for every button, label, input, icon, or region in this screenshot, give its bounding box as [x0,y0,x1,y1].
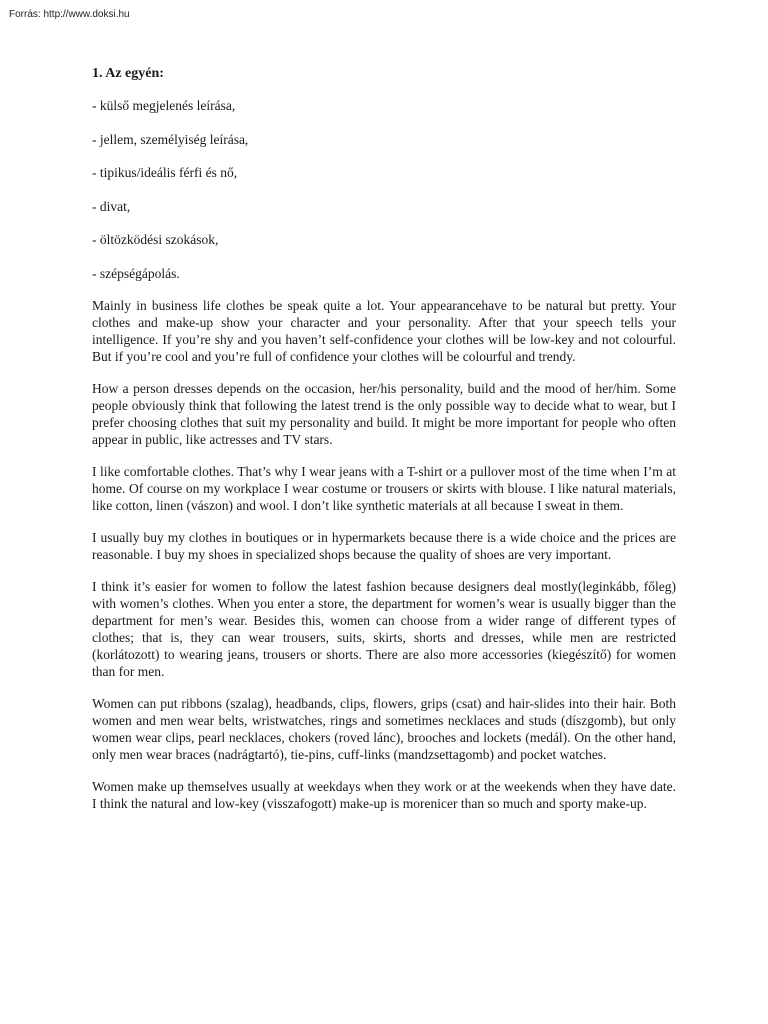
paragraph-shopping: I usually buy my clothes in boutiques or in hypermarkets because there is a wide choice and the prices are reasonable. I buy my shoes in specialized shops because the quality of shoes are very important. [92,529,676,562]
paragraph-dressing: How a person dresses depends on the occasion, her/his personality, build and the mood of her/him. Some people obviously think that following the latest trend is the only possible way to decide what to wear, but I prefer choosing clothes that suit my personality and build. It might be more important for people who often appear in public, like actresses and TV stars. [92,380,676,447]
paragraph-appearance: Mainly in business life clothes be speak quite a lot. Your appearancehave to be natural but pretty. Your clothes and make-up show your character and your personality. After that your speech tells your intelligence. If you’re shy and you haven’t self-confidence your clothes will be low-key and not colourful. But if you’re cool and you’re full of confidence your clothes will be colourful and trendy. [92,297,676,364]
paragraph-comfortable-clothes: I like comfortable clothes. That’s why I wear jeans with a T-shirt or a pullover most of the time when I’m at home. Of course on my workplace I wear costume or trousers or skirts with blouse. I like natural materials, like cotton, linen (vászon) and wool. I don’t like synthetic materials at all because I sweat in them. [92,463,676,513]
paragraph-women-fashion: I think it’s easier for women to follow the latest fashion because designers deal mostly(leginkább, főleg) with women’s clothes. When you enter a store, the department for women’s wear is usually bigger than the department for men’s wear. Besides this, women can choose from a wider range of different types of clothes; that is, they can wear trousers, suits, skirts, shorts and dresses, while men are restricted (korlátozott) to wearing jeans, trousers or shorts. There are also more accessories (kiegészítő) for women than for men. [92,578,676,679]
topic-list-item: - divat, [92,198,131,214]
section-heading: 1. Az egyén: [92,66,164,81]
topic-list-item: - jellem, személyiség leírása, [92,131,249,147]
paragraph-accessories: Women can put ribbons (szalag), headbands, clips, flowers, grips (csat) and hair-slides into their hair. Both women and men wear belts, wristwatches, rings and sometimes necklaces and studs (díszgomb), but only women wear clips, pearl necklaces, chokers (roved lánc), brooches and lockets (medál). On the other hand, only men wear braces (nadrágtartó), tie-pins, cuff-links (mandzsettagomb) and pocket watches. [92,695,676,762]
topic-list-item: - tipikus/ideális férfi és nő, [92,165,238,180]
source-label: Forrás: http://www.doksi.hu [9,9,130,20]
topic-list-item: - külső megjelenés leírása, [92,98,236,113]
topic-list [92,97,676,283]
topic-list-item: - szépségápolás. [92,265,180,281]
document-page [92,64,676,812]
paragraph-make-up: Women make up themselves usually at weekdays when they work or at the weekends when they have date. I think the natural and low-key (visszafogott) make-up is morenicer than so much and sporty make-up. [92,778,676,811]
topic-list-item: - öltözködési szokások, [92,232,219,247]
